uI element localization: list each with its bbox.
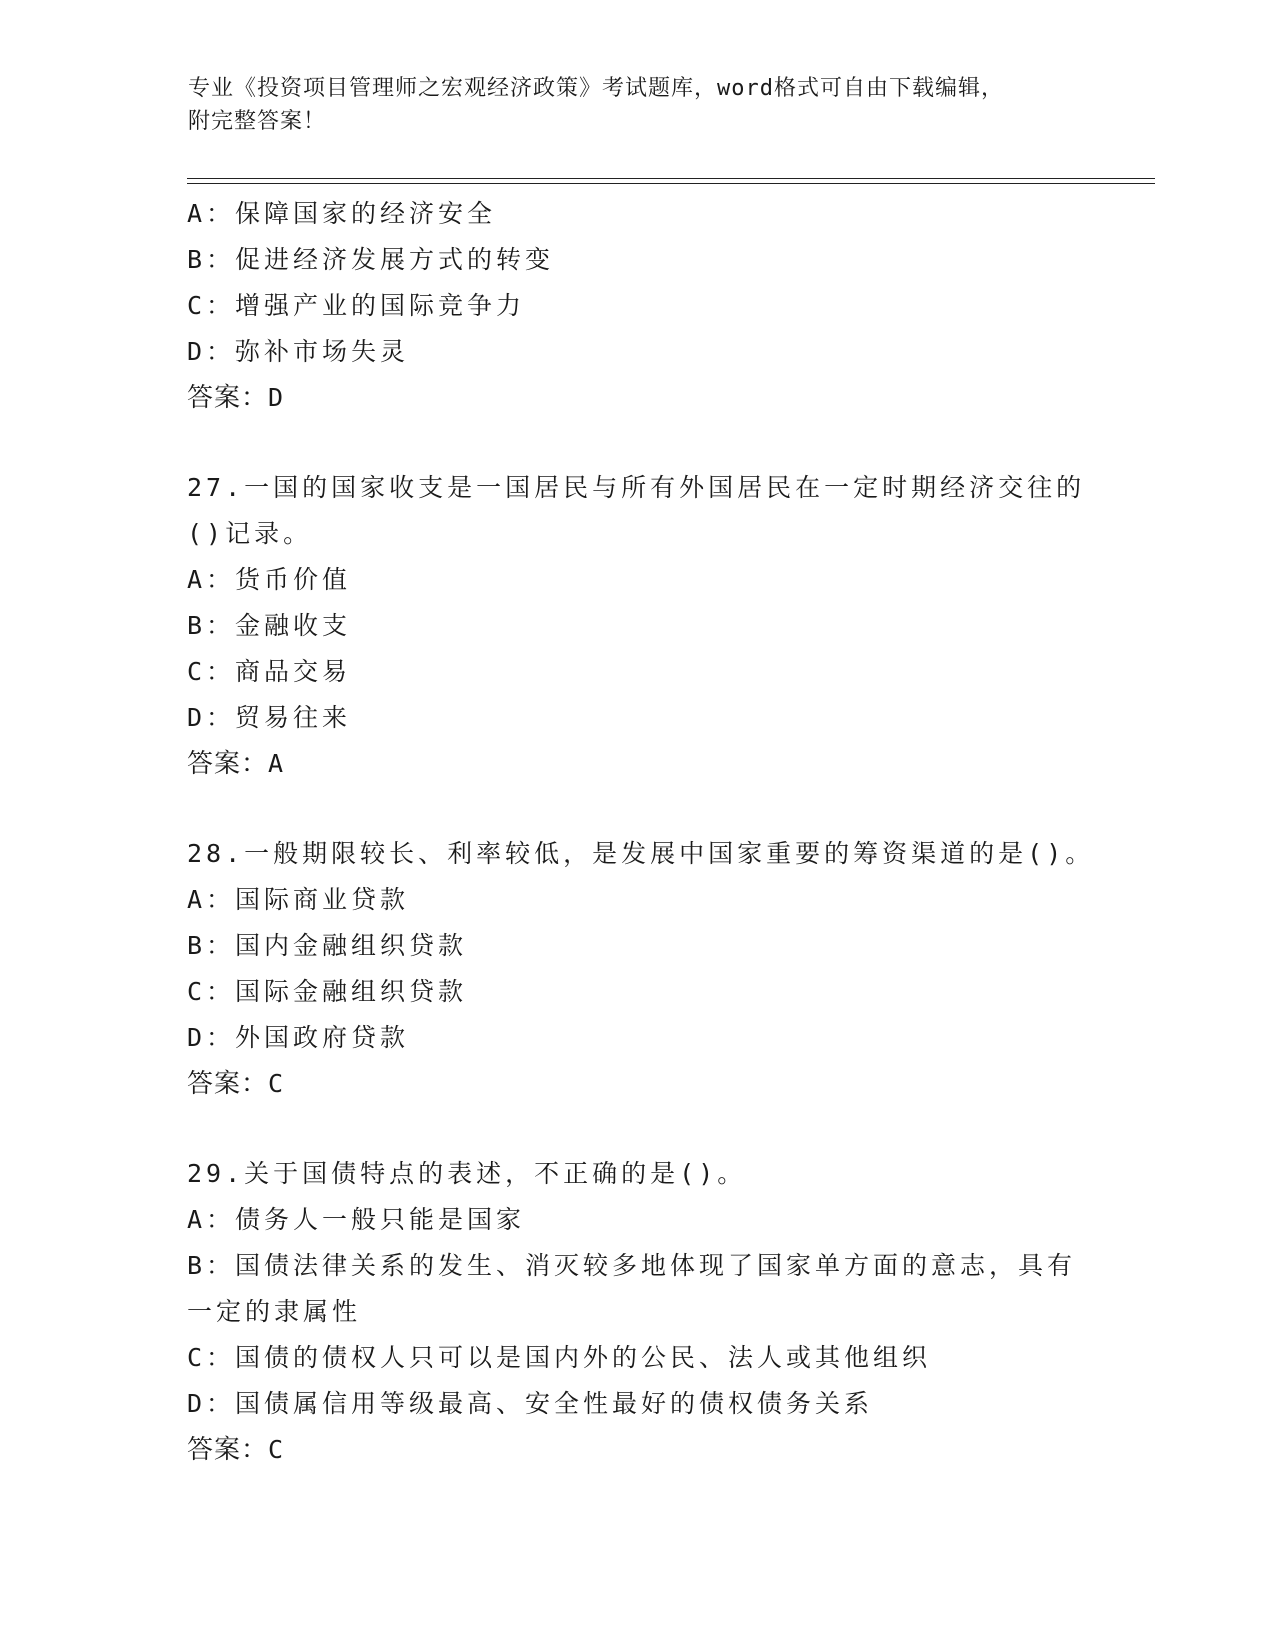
answer	[187, 1427, 1087, 1473]
option-d: D：贸易往来	[187, 703, 352, 732]
header-divider-bottom	[187, 183, 1155, 184]
header-divider-top	[187, 178, 1155, 179]
question-29	[187, 1151, 1087, 1473]
question-list	[187, 191, 1095, 1473]
option-a: A：债务人一般只能是国家	[187, 1205, 526, 1234]
header-line-2: 附完整答案！	[188, 109, 327, 134]
question-28	[187, 831, 1095, 1107]
option-c: C：国际金融组织贷款	[187, 977, 468, 1006]
question-stem: 29.关于国债特点的表述，不正确的是()。	[187, 1159, 747, 1188]
answer	[187, 741, 1087, 787]
header-line-1: 专业《投资项目管理师之宏观经济政策》考试题库，word格式可自由下载编辑，	[188, 76, 1004, 101]
option-b: B：促进经济发展方式的转变	[187, 245, 555, 274]
option-a: A：货币价值	[187, 565, 352, 594]
option-b: B：国内金融组织贷款	[187, 931, 468, 960]
answer-value: D	[268, 383, 285, 412]
answer	[187, 375, 1087, 421]
option-b-continued: 一定的隶属性	[187, 1297, 362, 1326]
question-26	[187, 191, 1087, 421]
option-d: D：外国政府贷款	[187, 1023, 410, 1052]
option-d: D：国债属信用等级最高、安全性最好的债权债务关系	[187, 1389, 874, 1418]
answer-label: 答案：	[187, 1435, 269, 1465]
option-b: B：国债法律关系的发生、消灭较多地体现了国家单方面的意志，具有	[187, 1251, 1077, 1280]
question-27	[187, 465, 1087, 787]
option-c: C：商品交易	[187, 657, 352, 686]
answer-value: C	[268, 1435, 285, 1464]
document-header	[188, 72, 1088, 138]
answer-label: 答案：	[187, 383, 269, 413]
option-c: C：增强产业的国际竞争力	[187, 291, 526, 320]
answer	[187, 1061, 1087, 1107]
option-a: A：国际商业贷款	[187, 885, 410, 914]
question-stem-continued: ()记录。	[187, 519, 313, 548]
question-stem: 27.一国的国家收支是一国居民与所有外国居民在一定时期经济交往的	[187, 473, 1086, 502]
question-stem: 28.一般期限较长、利率较低，是发展中国家重要的筹资渠道的是()。	[187, 839, 1095, 868]
option-b: B：金融收支	[187, 611, 352, 640]
option-d: D：弥补市场失灵	[187, 337, 410, 366]
answer-value: A	[268, 749, 285, 778]
option-c: C：国债的债权人只可以是国内外的公民、法人或其他组织	[187, 1343, 932, 1372]
answer-label: 答案：	[187, 1069, 269, 1099]
answer-value: C	[268, 1069, 285, 1098]
option-a: A：保障国家的经济安全	[187, 199, 497, 228]
answer-label: 答案：	[187, 749, 269, 779]
